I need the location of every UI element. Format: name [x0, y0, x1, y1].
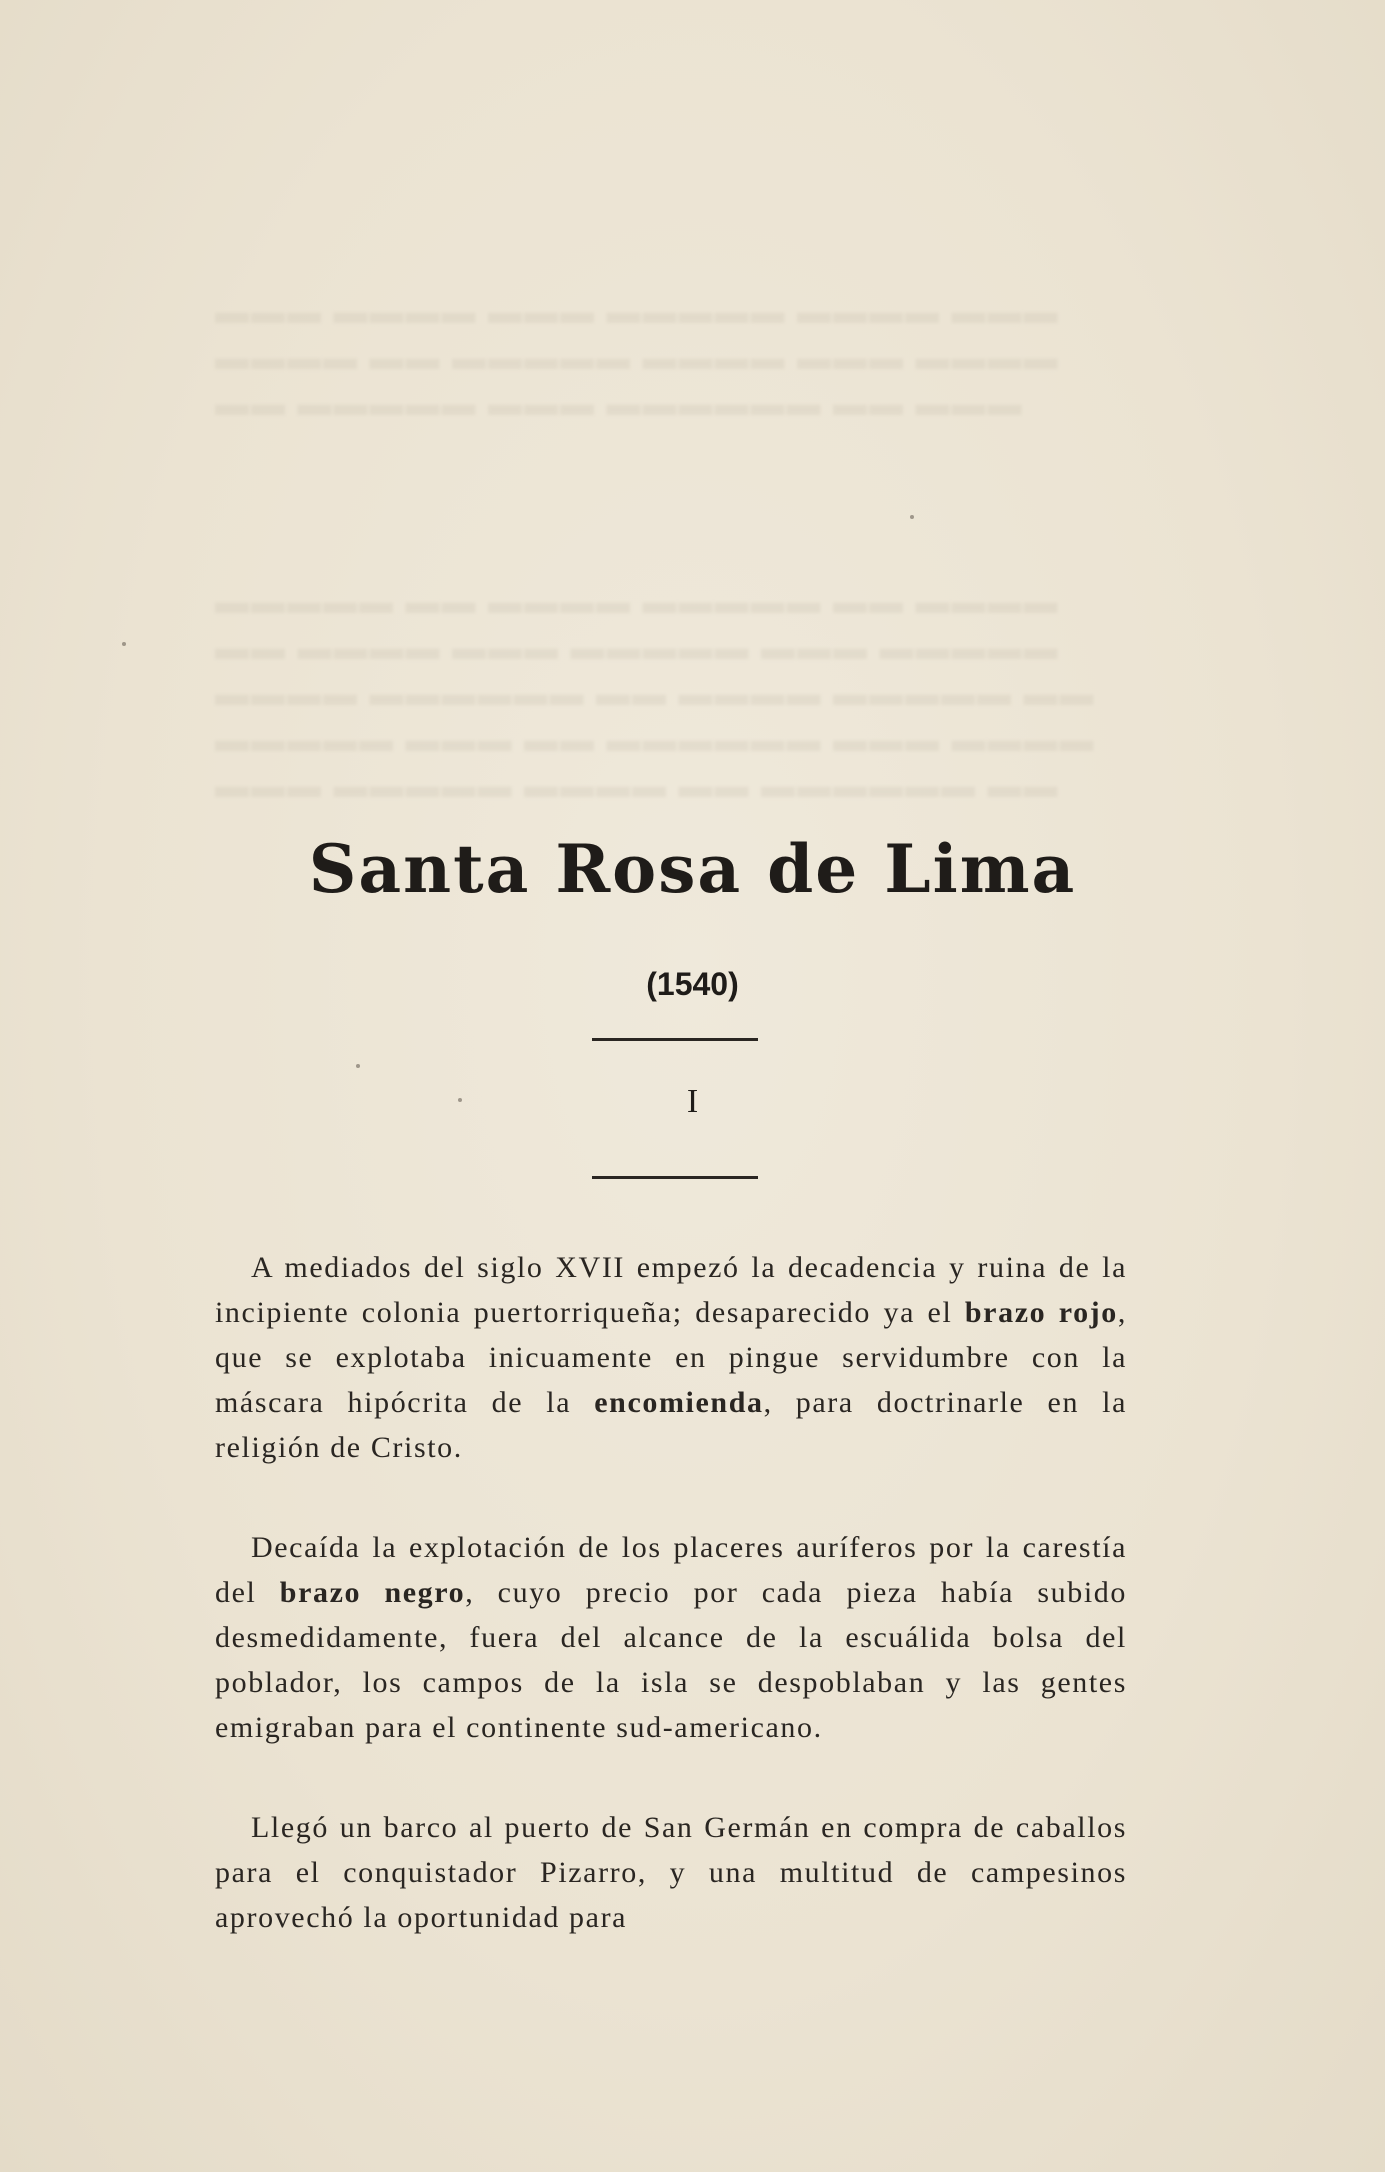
emphasized-term: encomienda — [594, 1386, 764, 1419]
paragraph-2 — [215, 1525, 1127, 1750]
paragraph-1 — [215, 1245, 1127, 1470]
text-run: Decaída la explotación de los placeres auríferos por la carestía del — [215, 1531, 1127, 1609]
text-run: Llegó un barco al puerto de San Germán en compra de caballos para el conquistador Pizarro, y una multitud de campesinos aprovechó la oportunidad para — [215, 1811, 1127, 1934]
show-through-text: ▬▬▬▬▬ ▬▬ ▬▬▬▬ ▬▬▬▬▬ ▬▬ ▬▬▬▬ ▬▬ ▬▬▬▬ ▬▬▬ ▬▬▬▬▬ ▬▬▬ ▬▬▬▬▬ ▬▬▬▬ ▬▬▬▬▬▬ ▬▬ ▬▬▬▬ ▬▬▬▬▬ ▬▬ ▬▬▬▬▬ ▬▬▬ ▬▬ ▬▬▬▬▬▬ ▬▬▬ ▬▬▬▬ ▬▬▬ ▬▬▬▬▬ ▬▬▬▬ ▬▬ ▬▬▬▬▬▬ ▬▬ — [215, 584, 1096, 805]
text-run: , que se explotaba inicuamente en pingue servidumbre con la máscara hipócrita de la — [215, 1296, 1127, 1419]
text-run: , cuyo precio por cada pieza había subido desmedidamente, fuera del alcance de la escuálida bolsa del poblador, los campos de la isla se despoblaban y las gentes emigraban para el continente sud-americano. — [215, 1576, 1127, 1744]
text-run: A mediados del siglo XVII empezó la decadencia y ruina de la incipiente colonia puertorriqueña; desaparecido ya el — [215, 1251, 1127, 1329]
divider-rule-bottom — [592, 1176, 758, 1179]
paper-speck — [910, 515, 914, 519]
paragraph-text — [215, 1805, 1127, 1940]
paragraph-text — [215, 1245, 1127, 1470]
section-numeral: I — [686, 1083, 699, 1120]
show-through-text: ▬▬▬ ▬▬▬▬ ▬▬▬ ▬▬▬▬▬ ▬▬▬▬ ▬▬▬ ▬▬▬▬ ▬▬ ▬▬▬▬▬ ▬▬▬▬ ▬▬▬ ▬▬▬▬ ▬▬ ▬▬▬▬▬ ▬▬▬ ▬▬▬▬▬▬ ▬▬ ▬▬▬ — [215, 294, 1060, 423]
emphasized-term: brazo negro — [279, 1576, 466, 1609]
paper-speck — [122, 642, 126, 646]
paper-speck — [356, 1064, 360, 1068]
chapter-year: (1540) — [646, 966, 739, 1002]
text-run: , para doctrinarle en la religión de Cristo. — [215, 1386, 1127, 1464]
emphasized-term: brazo rojo — [964, 1296, 1118, 1329]
chapter-title: Santa Rosa de Lima — [308, 830, 1077, 908]
paragraph-3 — [215, 1805, 1127, 1940]
paragraph-text — [215, 1525, 1127, 1750]
divider-rule-top — [592, 1038, 758, 1041]
